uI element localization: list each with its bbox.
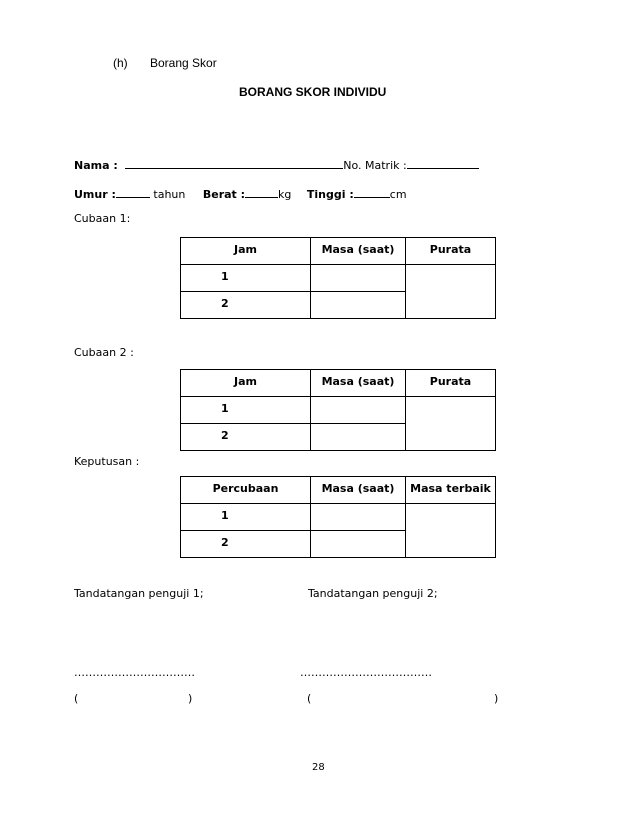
- berat-label: Berat :: [202, 188, 246, 201]
- cubaan2-label: Cubaan 2 :: [74, 346, 134, 359]
- cubaan1-masa-1[interactable]: [311, 265, 406, 292]
- cubaan1-row-2: 2: [181, 292, 311, 319]
- tinggi-blank[interactable]: [354, 186, 390, 198]
- cubaan1-row-1: 1: [181, 265, 311, 292]
- keputusan-table: [180, 476, 496, 558]
- penguji2-paren-open: (: [307, 692, 312, 705]
- keputusan-label: Keputusan :: [74, 455, 140, 468]
- cubaan2-header-masa: Masa (saat): [311, 370, 406, 397]
- cubaan2-masa-1[interactable]: [311, 397, 406, 424]
- umur-row: [74, 186, 407, 201]
- cubaan2-masa-2[interactable]: [311, 424, 406, 451]
- keputusan-terbaik-cell[interactable]: [406, 504, 496, 558]
- section-title: Borang Skor: [150, 56, 217, 70]
- keputusan-header-terbaik: Masa terbaik: [406, 477, 496, 504]
- cubaan2-header-purata: Purata: [406, 370, 496, 397]
- cubaan2-row-2: 2: [181, 424, 311, 451]
- penguji2-paren-close: ): [494, 692, 499, 705]
- tinggi-unit: cm: [389, 188, 407, 201]
- matrik-label: No. Matrik :: [343, 159, 407, 172]
- keputusan-masa-1[interactable]: [311, 504, 406, 531]
- tinggi-label: Tinggi :: [306, 188, 354, 201]
- penguji1-dots[interactable]: ……………………………: [74, 666, 195, 679]
- umur-label: Umur :: [74, 188, 116, 201]
- penguji2-label: Tandatangan penguji 2;: [308, 587, 438, 600]
- section-label: (h): [113, 56, 128, 70]
- penguji1-paren-close: ): [188, 692, 193, 705]
- cubaan1-header-masa: Masa (saat): [311, 238, 406, 265]
- cubaan1-label: Cubaan 1:: [74, 212, 131, 225]
- cubaan1-purata-cell[interactable]: [406, 265, 496, 319]
- cubaan2-purata-cell[interactable]: [406, 397, 496, 451]
- nama-row: [74, 157, 479, 172]
- matrik-blank[interactable]: [407, 157, 479, 169]
- cubaan2-row-1: 1: [181, 397, 311, 424]
- penguji1-label: Tandatangan penguji 1;: [74, 587, 204, 600]
- keputusan-masa-2[interactable]: [311, 531, 406, 558]
- keputusan-header-percubaan: Percubaan: [181, 477, 311, 504]
- cubaan1-header-jam: Jam: [181, 238, 311, 265]
- berat-blank[interactable]: [245, 186, 278, 198]
- keputusan-header-masa: Masa (saat): [311, 477, 406, 504]
- form-title: BORANG SKOR INDIVIDU: [239, 85, 387, 99]
- cubaan2-table: [180, 369, 496, 451]
- umur-unit: tahun: [153, 188, 186, 201]
- cubaan1-table: [180, 237, 496, 319]
- umur-blank[interactable]: [116, 186, 150, 198]
- nama-label: Nama :: [74, 159, 118, 172]
- penguji1-paren-open: (: [74, 692, 79, 705]
- page-number: 28: [312, 762, 325, 773]
- cubaan2-header-jam: Jam: [181, 370, 311, 397]
- keputusan-row-2: 2: [181, 531, 311, 558]
- cubaan1-masa-2[interactable]: [311, 292, 406, 319]
- keputusan-row-1: 1: [181, 504, 311, 531]
- cubaan1-header-purata: Purata: [406, 238, 496, 265]
- nama-blank[interactable]: [125, 157, 343, 169]
- berat-unit: kg: [278, 188, 292, 201]
- penguji2-dots[interactable]: ………………………………: [300, 666, 432, 679]
